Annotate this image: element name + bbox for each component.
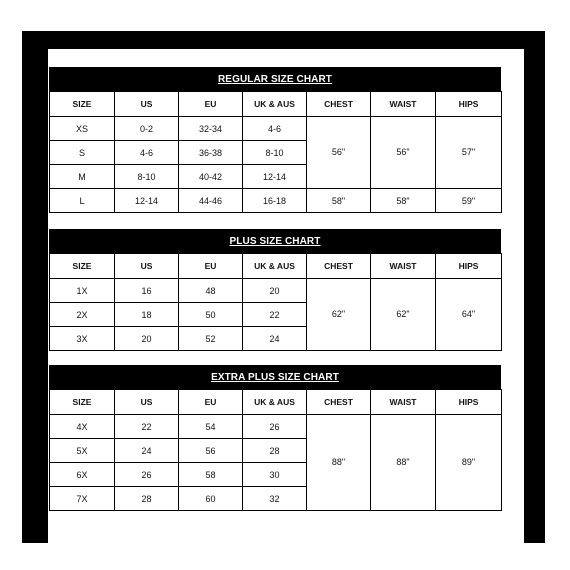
header-uk-aus: UK & AUS	[243, 390, 307, 415]
header-eu: EU	[179, 254, 243, 279]
uk-aus-cell: 4-6	[243, 117, 307, 141]
hips-cell: 57"	[436, 117, 502, 189]
header-hips: HIPS	[436, 254, 502, 279]
us-cell: 24	[115, 439, 179, 463]
header-uk-aus: UK & AUS	[243, 254, 307, 279]
table-header-row	[50, 390, 502, 415]
header-size: SIZE	[50, 390, 115, 415]
regular-chart-title: REGULAR SIZE CHART	[49, 67, 501, 91]
us-cell: 20	[115, 327, 179, 351]
eu-cell: 52	[179, 327, 243, 351]
waist-cell: 62"	[371, 279, 436, 351]
size-cell: 4X	[50, 415, 115, 439]
size-cell: 6X	[50, 463, 115, 487]
size-cell: 1X	[50, 279, 115, 303]
header-size: SIZE	[50, 254, 115, 279]
uk-aus-cell: 28	[243, 439, 307, 463]
uk-aus-cell: 12-14	[243, 165, 307, 189]
uk-aus-cell: 22	[243, 303, 307, 327]
chest-cell: 56"	[307, 117, 371, 189]
uk-aus-cell: 26	[243, 415, 307, 439]
table-header-row	[50, 92, 502, 117]
plus-size-table	[49, 253, 502, 351]
eu-cell: 32-34	[179, 117, 243, 141]
size-cell: 7X	[50, 487, 115, 511]
us-cell: 18	[115, 303, 179, 327]
waist-cell: 88"	[371, 415, 436, 511]
us-cell: 28	[115, 487, 179, 511]
waist-cell: 58"	[371, 189, 436, 213]
header-eu: EU	[179, 390, 243, 415]
regular-size-chart	[49, 67, 501, 231]
table-row	[50, 415, 502, 439]
us-cell: 16	[115, 279, 179, 303]
uk-aus-cell: 8-10	[243, 141, 307, 165]
table-row	[50, 189, 502, 213]
table-row	[50, 279, 502, 303]
eu-cell: 56	[179, 439, 243, 463]
us-cell: 8-10	[115, 165, 179, 189]
header-hips: HIPS	[436, 92, 502, 117]
size-cell: M	[50, 165, 115, 189]
size-chart-panel	[48, 49, 524, 543]
size-cell: 3X	[50, 327, 115, 351]
regular-size-table	[49, 91, 502, 213]
us-cell: 26	[115, 463, 179, 487]
header-waist: WAIST	[371, 390, 436, 415]
uk-aus-cell: 30	[243, 463, 307, 487]
eu-cell: 58	[179, 463, 243, 487]
us-cell: 4-6	[115, 141, 179, 165]
header-waist: WAIST	[371, 92, 436, 117]
us-cell: 0-2	[115, 117, 179, 141]
eu-cell: 54	[179, 415, 243, 439]
eu-cell: 40-42	[179, 165, 243, 189]
extra-plus-chart-title: EXTRA PLUS SIZE CHART	[49, 365, 501, 389]
size-cell: 2X	[50, 303, 115, 327]
eu-cell: 44-46	[179, 189, 243, 213]
hips-cell: 89"	[436, 415, 502, 511]
uk-aus-cell: 24	[243, 327, 307, 351]
plus-size-chart	[49, 229, 501, 353]
header-chest: CHEST	[307, 92, 371, 117]
eu-cell: 48	[179, 279, 243, 303]
size-cell: S	[50, 141, 115, 165]
uk-aus-cell: 20	[243, 279, 307, 303]
us-cell: 12-14	[115, 189, 179, 213]
chart-frame	[22, 31, 545, 543]
size-cell: 5X	[50, 439, 115, 463]
header-us: US	[115, 254, 179, 279]
chest-cell: 62"	[307, 279, 371, 351]
header-chest: CHEST	[307, 390, 371, 415]
extra-plus-size-table	[49, 389, 502, 511]
header-eu: EU	[179, 92, 243, 117]
extra-plus-size-chart	[49, 365, 501, 513]
hips-cell: 59"	[436, 189, 502, 213]
chest-cell: 58"	[307, 189, 371, 213]
plus-chart-title: PLUS SIZE CHART	[49, 229, 501, 253]
table-header-row	[50, 254, 502, 279]
header-waist: WAIST	[371, 254, 436, 279]
header-us: US	[115, 390, 179, 415]
eu-cell: 36-38	[179, 141, 243, 165]
size-cell: XS	[50, 117, 115, 141]
us-cell: 22	[115, 415, 179, 439]
header-size: SIZE	[50, 92, 115, 117]
header-uk-aus: UK & AUS	[243, 92, 307, 117]
size-cell: L	[50, 189, 115, 213]
eu-cell: 50	[179, 303, 243, 327]
hips-cell: 64"	[436, 279, 502, 351]
uk-aus-cell: 32	[243, 487, 307, 511]
table-row	[50, 117, 502, 141]
header-hips: HIPS	[436, 390, 502, 415]
eu-cell: 60	[179, 487, 243, 511]
header-us: US	[115, 92, 179, 117]
waist-cell: 56"	[371, 117, 436, 189]
uk-aus-cell: 16-18	[243, 189, 307, 213]
header-chest: CHEST	[307, 254, 371, 279]
chest-cell: 88"	[307, 415, 371, 511]
